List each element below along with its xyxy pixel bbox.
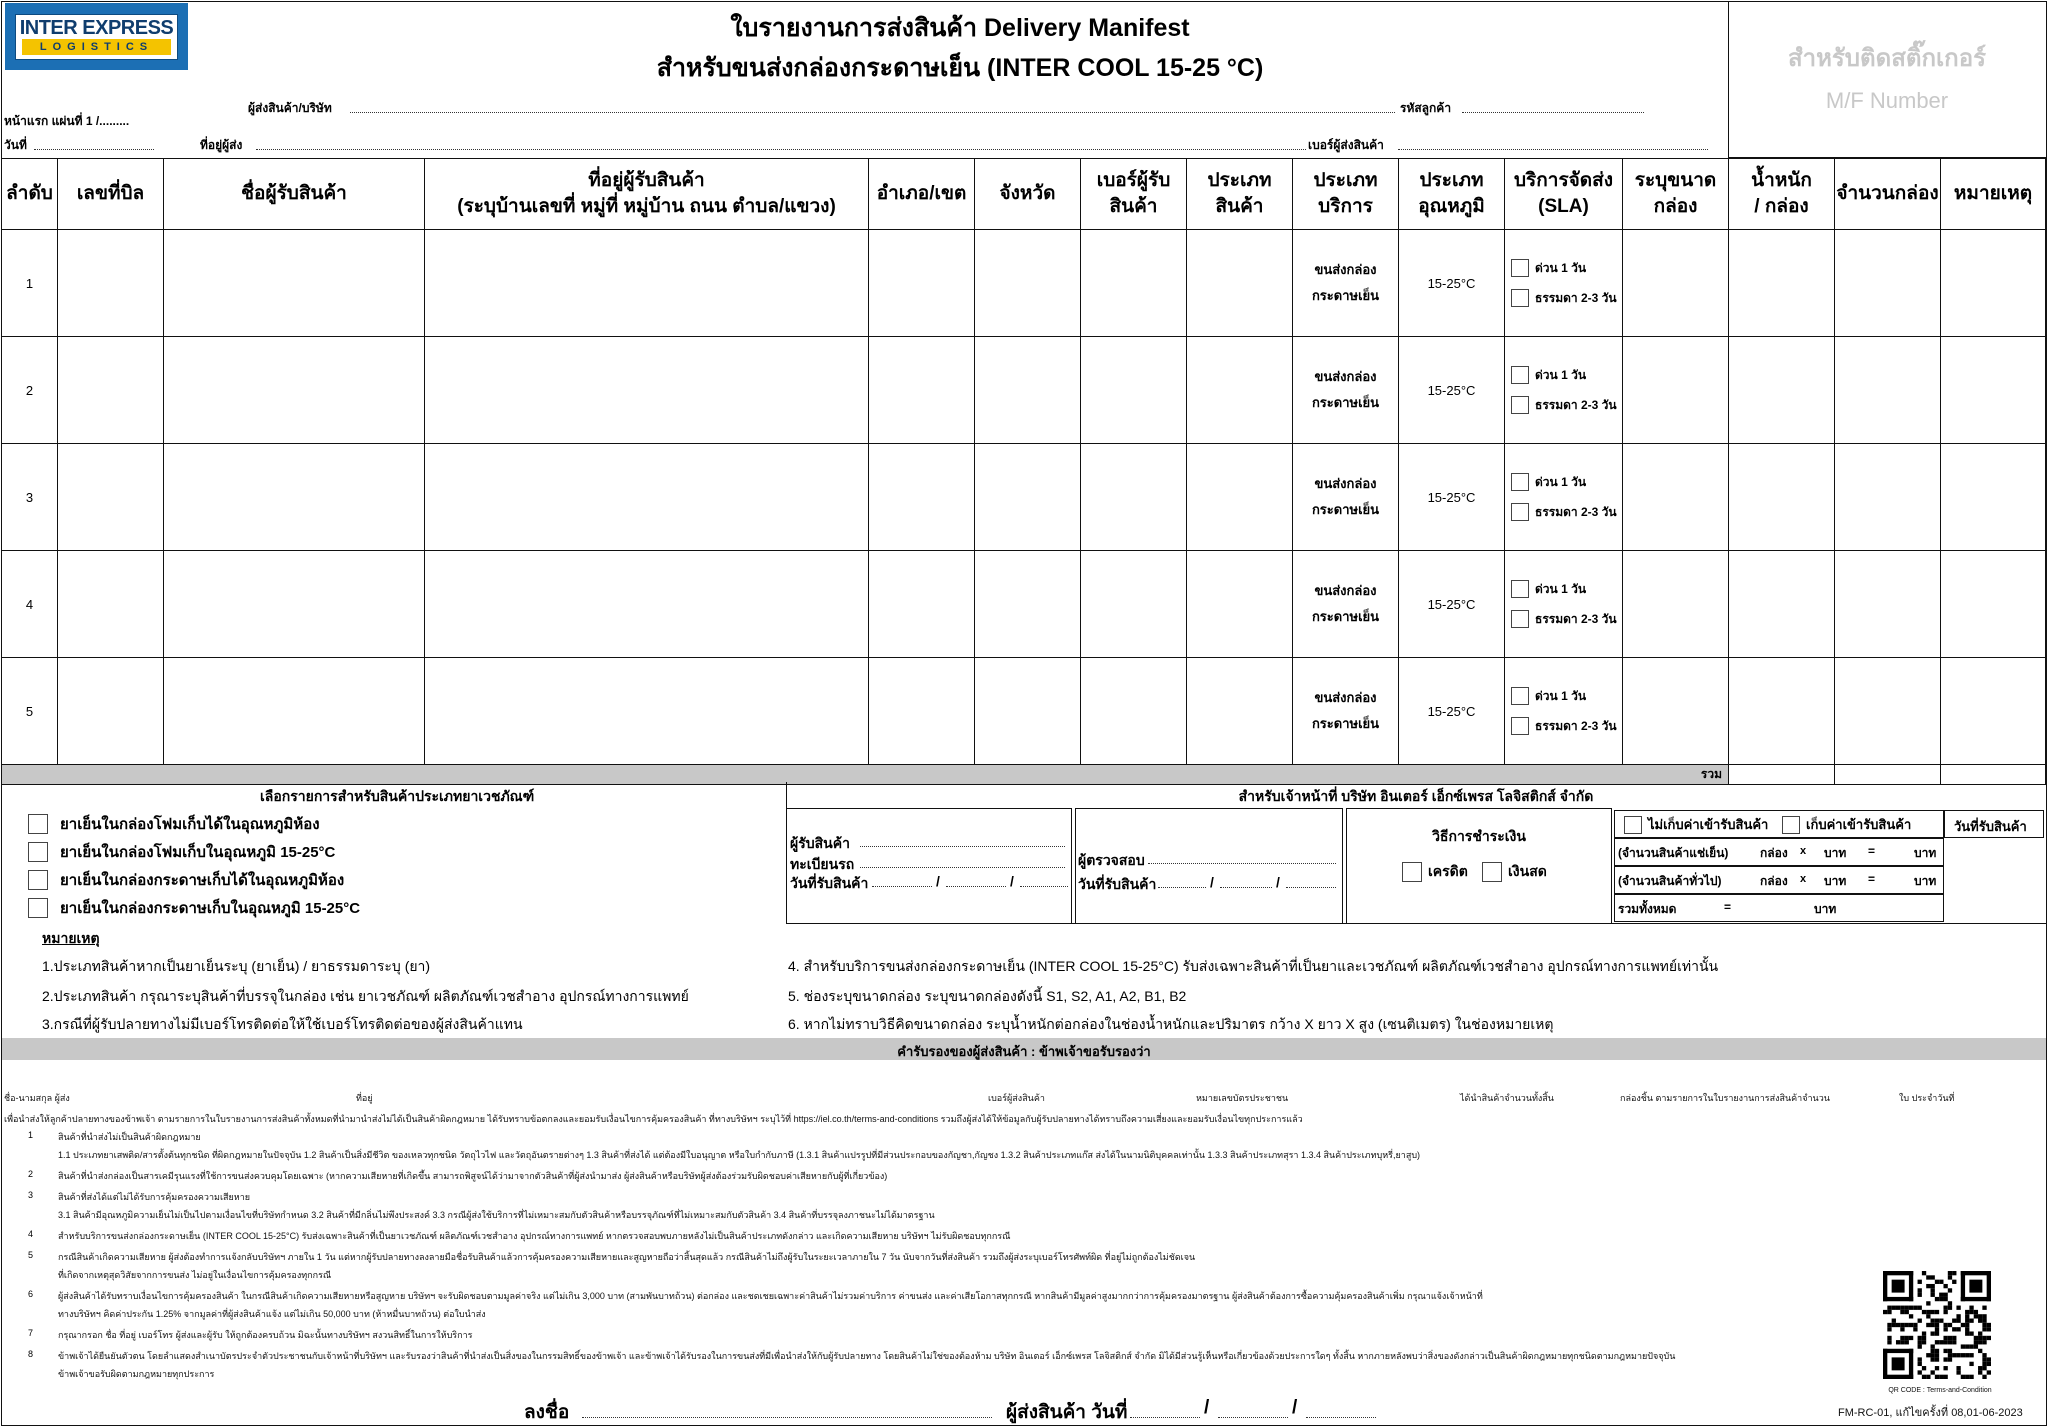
certification-item-line: ทางบริษัทฯ คิดค่าประกัน 1.25% จากมูลค่าที่ผู้ส่งสินค้าแจ้ง แต่ไม่เกิน 50,000 บาท (ห้าหมื่นบาทถ้วน) ต่อใบนำส่ง	[58, 1309, 486, 1319]
certification-item-line: 1.1 ประเภทยาเสพติด/สารตั้งต้นทุกชนิด ที่ผิดกฎหมายในปัจจุบัน 1.2 สินค้าเป็นสิ่งมีชีวิต ของเหลวทุกชนิด วัตถุไวไฟ และวัตถุอันตรายต่างๆ 1.3 สินค้าที่ส่งได้ แต่ต้องมีใบอนุญาต หรือใบกำกับภาษี (1.3.1 สินค้าแปรรูปที่มีส่วนประกอบของกัญชา,กัญชง 1.3.2 สินค้าประเภทแก๊ส ส่งได้ในนามนิติบุคคลเท่านั้น 1.3.3 สินค้าประเภทสุรา 1.3.4 สินค้าประเภทบุหรี่,ยาสูบ)	[58, 1150, 1421, 1160]
remark-2: 2.ประเภทสินค้า กรุณาระบุสินค้าที่บรรจุในกล่อง เช่น ยาเวชภัณฑ์ ผลิตภัณฑ์เวชสำอาง อุปกรณ์ทางการแพทย์	[42, 988, 689, 1004]
remark-3: 3.กรณีที่ผู้รับปลายทางไม่มีเบอร์โทรติดต่อให้ใช้เบอร์โทรติดต่อของผู้ส่งสินค้าแทน	[42, 1016, 523, 1032]
table-row	[2, 658, 2046, 765]
table-row	[2, 230, 2046, 337]
column-header-line1: น้ำหนัก	[1751, 170, 1812, 191]
certification-item-line: กรณีสินค้าเกิดความเสียหาย ผู้ส่งต้องทำการแจ้งกลับบริษัทฯ ภายใน 1 วัน แต่หากผู้รับปลายทางลงลายมือชื่อรับสินค้าแล้วการคุ้มครองความเสียหายและสูญหายถือว่าสิ้นสุดแล้ว กรณีสินค้าไม่ถึงผู้รับในระยะเวลาภายใน 7 วัน นับจากวันที่ส่งสินค้า รวมถึงผู้ส่งระบุเบอร์โทรศัพท์ผิด ที่อยู่ไม่ถูกต้องไม่ชัดเจน	[58, 1252, 1196, 1262]
table-cell[interactable]	[1941, 444, 2046, 551]
certification-item-line: กรุณากรอก ชื่อ ที่อยู่ เบอร์โทร ผู้ส่งและผู้รับ ให้ถูกต้องครบถ้วน มิฉะนั้นทางบริษัทฯ สงวนสิทธิ์ในการให้บริการ	[58, 1330, 473, 1340]
equals-sign: =	[1868, 872, 1876, 886]
table-cell[interactable]	[425, 337, 869, 444]
sla-option-label: ด่วน 1 วัน	[1535, 260, 1587, 275]
column-header	[1623, 159, 1729, 230]
column-header-line1: ประเภท	[1419, 170, 1484, 191]
column-header-line1: ลำดับ	[6, 183, 53, 204]
sla-option-label: ธรรมดา 2-3 วัน	[1535, 504, 1617, 519]
column-header	[869, 159, 975, 230]
baht-unit: บาท	[1914, 874, 1937, 888]
sla-option[interactable]	[1511, 283, 1622, 313]
checkbox[interactable]	[1511, 473, 1529, 491]
temperature: 15-25°C	[1399, 658, 1505, 765]
table-cell[interactable]	[58, 551, 164, 658]
qr-caption: QR CODE : Terms-and-Condition	[1888, 1387, 1992, 1394]
table-cell[interactable]	[869, 230, 975, 337]
certification-item-line: สินค้าที่นำส่งไม่เป็นสินค้าผิดกฎหมาย	[58, 1132, 201, 1142]
certification-item-line: สำหรับบริการขนส่งกล่องกระดาษเย็น (INTER COOL 15-25°C) รับส่งเฉพาะสินค้าที่เป็นยาเวชภัณฑ์ ผลิตภัณฑ์เวชสำอาง อุปกรณ์ทางการแพทย์ หากตรวจสอบพบภายหลังไม่เป็นสินค้าประเภทดังกล่าว และเกิดความเสียหาย บริษัทฯ ไม่รับผิดชอบทุกกรณี	[58, 1231, 1011, 1241]
table-cell[interactable]	[869, 658, 975, 765]
table-cell[interactable]	[1623, 230, 1729, 337]
table-cell[interactable]	[1941, 337, 2046, 444]
sla-options	[1505, 444, 1623, 551]
table-cell[interactable]	[1941, 230, 2046, 337]
receiver-label: ผู้รับสินค้า	[790, 835, 850, 851]
table-cell[interactable]	[1729, 444, 1835, 551]
sender-phone-field[interactable]	[1398, 137, 1708, 150]
no-pickup-fee-label: ไม่เก็บค่าเข้ารับสินค้า	[1648, 817, 1769, 832]
sticker-area	[1728, 1, 2046, 158]
column-header-line1: จำนวนกล่อง	[1836, 183, 1939, 204]
sla-option[interactable]	[1511, 711, 1622, 741]
checkbox[interactable]	[28, 814, 48, 834]
manifest-table	[1, 158, 2046, 785]
form-code: FM-RC-01, แก้ไขครั้งที่ 08,01-06-2023	[1838, 1407, 2023, 1419]
registration-field[interactable]	[860, 855, 1065, 868]
checkbox[interactable]	[1511, 259, 1529, 277]
service-type-line: กระดาษเย็น	[1311, 502, 1380, 517]
column-header-line2: สินค้า	[1215, 196, 1264, 217]
receive-date-month-field[interactable]	[946, 874, 1006, 887]
baht-unit: บาท	[1824, 874, 1847, 888]
certification-title: คำรับรองของผู้ส่งสินค้า : ข้าพเจ้าขอรับรองว่า	[897, 1044, 1151, 1059]
receiver-field[interactable]	[860, 834, 1065, 847]
sla-options	[1505, 658, 1623, 765]
receive-date2-label: วันที่รับสินค้า	[1078, 876, 1157, 892]
date-label: วันที่	[4, 138, 27, 152]
sla-option-label: ธรรมดา 2-3 วัน	[1535, 290, 1617, 305]
service-type-line: ขนส่งกล่อง	[1314, 583, 1377, 598]
table-cell[interactable]	[975, 551, 1081, 658]
registration-label: ทะเบียนรถ	[790, 856, 855, 872]
table-cell[interactable]	[1941, 551, 2046, 658]
checkbox[interactable]	[28, 842, 48, 862]
certification-item-number: 3	[28, 1190, 34, 1200]
checkbox[interactable]	[28, 870, 48, 890]
sla-option-label: ธรรมดา 2-3 วัน	[1535, 397, 1617, 412]
table-cell[interactable]	[1729, 551, 1835, 658]
row-number: 1	[2, 230, 58, 337]
table-cell[interactable]	[1729, 658, 1835, 765]
sla-options	[1505, 337, 1623, 444]
table-cell[interactable]	[1941, 658, 2046, 765]
table-cell[interactable]	[164, 337, 425, 444]
certification-item-line: ที่เกิดจากเหตุสุดวิสัยจากการขนส่ง ไม่อยู่ในเงื่อนไขการคุ้มครองทุกกรณี	[58, 1270, 332, 1280]
sla-option[interactable]	[1511, 497, 1622, 527]
service-type-line: ขนส่งกล่อง	[1314, 262, 1377, 277]
service-type	[1293, 337, 1399, 444]
sender-address-label: ที่อยู่ผู้ส่ง	[200, 138, 243, 152]
checkbox[interactable]	[1511, 717, 1529, 735]
certification-item-number: 2	[28, 1169, 34, 1179]
table-row	[2, 551, 2046, 658]
page-title: ใบรายงานการส่งสินค้า Delivery Manifest	[730, 14, 1190, 42]
service-type-line: ขนส่งกล่อง	[1314, 369, 1377, 384]
baht-unit: บาท	[1824, 846, 1847, 860]
checkbox[interactable]	[1782, 816, 1800, 834]
service-type	[1293, 444, 1399, 551]
fee-box	[1614, 810, 2044, 924]
table-cell[interactable]	[1081, 230, 1187, 337]
column-header	[58, 159, 164, 230]
column-header-line1: ที่อยู่ผู้รับสินค้า	[588, 170, 705, 191]
column-header-line1: อำเภอ/เขต	[876, 183, 967, 204]
payment-credit-option[interactable]	[1402, 861, 1468, 883]
table-cell[interactable]	[1187, 658, 1293, 765]
temperature: 15-25°C	[1399, 230, 1505, 337]
sla-options	[1505, 230, 1623, 337]
checkbox[interactable]	[1511, 366, 1529, 384]
temperature: 15-25°C	[1399, 551, 1505, 658]
service-type	[1293, 551, 1399, 658]
table-cell[interactable]	[425, 658, 869, 765]
row-number: 4	[2, 551, 58, 658]
column-header-line1: ประเภท	[1313, 170, 1378, 191]
signature-field[interactable]	[582, 1405, 992, 1418]
service-type-line: กระดาษเย็น	[1311, 716, 1380, 731]
table-cell[interactable]	[164, 230, 425, 337]
column-header	[1835, 159, 1941, 230]
sla-option[interactable]	[1511, 390, 1622, 420]
box-unit: กล่อง	[1760, 846, 1788, 860]
table-cell[interactable]	[869, 444, 975, 551]
service-type-line: ขนส่งกล่อง	[1314, 476, 1377, 491]
certification-item-line: 3.1 สินค้ามีอุณหภูมิความเย็นไม่เป็นไปตามเงื่อนไขที่บริษัทกำหนด 3.2 สินค้าที่มีกลิ่นไม่พึงประสงค์ 3.3 กรณีผู้ส่งใช้บริการที่ไม่เหมาะสมกับตัวสินค้าหรือบรรจุภัณฑ์ที่ไม่เหมาะสมกับตัวสินค้า 3.4 สินค้าที่บรรจุลงภาชนะไม่ได้มาตรฐาน	[58, 1210, 935, 1220]
certification-field-label: ที่อยู่	[356, 1093, 373, 1103]
row-number: 5	[2, 658, 58, 765]
sla-options	[1505, 551, 1623, 658]
no-pickup-fee-option[interactable]	[1624, 814, 1768, 835]
sla-option[interactable]	[1511, 253, 1622, 283]
sla-option-label: ด่วน 1 วัน	[1535, 474, 1587, 489]
sla-option-label: ธรรมดา 2-3 วัน	[1535, 611, 1617, 626]
certification-item-line: ข้าพเจ้าได้ยืนยันตัวตน โดยลำแสดงสำเนาบัตรประจำตัวประชาชนกับเจ้าหน้าที่บริษัทฯ และรับรองว่าสินค้าที่นำส่งเป็นสิ่งของในกรรมสิทธิ์ของข้าพเจ้า และข้าพเจ้าได้รับรองในการขนส่งที่มีเพื่อนำส่งให้กับผู้รับปลายทาง โดยสินค้าไม่ใช่ของต้องห้าม บริษัท อินเตอร์ เอ็กซ์เพรส โลจิสติกส์ จำกัด มิได้มีส่วนรู้เห็นหรือเกี่ยวข้องด้วยประการใดๆ ทั้งสิ้น หากภายหลังพบว่าสิ่งของดังกล่าวเป็นสินค้าผิดกฎหมายทุกชนิดตามกฎหมายปัจจุบัน	[58, 1351, 1676, 1361]
sla-option[interactable]	[1511, 360, 1622, 390]
table-cell[interactable]	[975, 444, 1081, 551]
service-type-line: กระดาษเย็น	[1311, 288, 1380, 303]
row-number: 2	[2, 337, 58, 444]
table-cell[interactable]	[164, 444, 425, 551]
column-header-line2: กล่อง	[1653, 196, 1698, 217]
sla-option-label: ด่วน 1 วัน	[1535, 367, 1587, 382]
sign-label: ลงชื่อ	[524, 1402, 570, 1423]
sla-option[interactable]	[1511, 604, 1622, 634]
column-header-line1: เลขที่บิล	[76, 183, 145, 204]
checker-label: ผู้ตรวจสอบ	[1078, 852, 1145, 868]
receive-date2-year-field[interactable]	[1286, 875, 1336, 888]
sla-option[interactable]	[1511, 467, 1622, 497]
table-header-row	[2, 159, 2046, 230]
general-items-label: (จำนวนสินค้าทั่วไป)	[1618, 874, 1722, 888]
table-cell[interactable]	[1081, 337, 1187, 444]
table-cell[interactable]	[1081, 658, 1187, 765]
sender-date-label: ผู้ส่งสินค้า วันที่	[1006, 1402, 1128, 1423]
times-sign: x	[1800, 845, 1807, 857]
sender-phone-label: เบอร์ผู้ส่งสินค้า	[1308, 138, 1384, 152]
pharma-options	[28, 810, 360, 922]
service-type	[1293, 230, 1399, 337]
company-logo	[5, 3, 188, 70]
table-cell[interactable]	[1187, 444, 1293, 551]
page-subtitle: สำหรับขนส่งกล่องกระดาษเย็น (INTER COOL 15-25 °C)	[656, 54, 1264, 82]
pharma-option[interactable]	[28, 894, 360, 922]
checker-field[interactable]	[1148, 851, 1336, 864]
checkbox[interactable]	[1511, 687, 1529, 705]
pickup-fee-option[interactable]	[1782, 814, 1911, 835]
certification-field-label: เบอร์ผู้ส่งสินค้า	[988, 1093, 1045, 1103]
option-label: ยาเย็นในกล่องโฟมเก็บได้ในอุณหภูมิห้อง	[60, 816, 320, 833]
column-header	[1081, 159, 1187, 230]
checkbox[interactable]	[1511, 289, 1529, 307]
column-header	[1187, 159, 1293, 230]
baht-unit: บาท	[1914, 846, 1937, 860]
column-header-line1: จังหวัด	[999, 183, 1056, 204]
service-type-line: ขนส่งกล่อง	[1314, 690, 1377, 705]
table-cell[interactable]	[164, 551, 425, 658]
column-header	[425, 159, 869, 230]
option-label: ยาเย็นในกล่องกระดาษเก็บในอุณหภูมิ 15-25°C	[60, 900, 361, 917]
service-type-line: กระดาษเย็น	[1311, 609, 1380, 624]
service-type-line: กระดาษเย็น	[1311, 395, 1380, 410]
sender-label: ผู้ส่งสินค้า/บริษัท	[248, 101, 332, 115]
receive-date2-month-field[interactable]	[1220, 875, 1272, 888]
row-number: 3	[2, 444, 58, 551]
remark-4: 4. สำหรับบริการขนส่งกล่องกระดาษเย็น (INTER COOL 15-25°C) รับส่งเฉพาะสินค้าที่เป็นยาและเวชภัณฑ์ ผลิตภัณฑ์เวชสำอาง อุปกรณ์ทางการแพทย์เท่านั้น	[788, 958, 1719, 974]
sign-date-month-field[interactable]	[1218, 1405, 1288, 1418]
customer-code-field[interactable]	[1462, 100, 1644, 113]
date-slash: /	[1292, 1397, 1298, 1418]
total-label: รวมทั้งหมด	[1618, 902, 1677, 916]
column-header	[1729, 159, 1835, 230]
receive-date2-day-field[interactable]	[1158, 875, 1206, 888]
sticker-label: สำหรับติดสติ๊กเกอร์	[1787, 45, 1987, 72]
table-row	[2, 337, 2046, 444]
pharma-option[interactable]	[28, 810, 360, 838]
table-cell[interactable]	[164, 658, 425, 765]
column-header	[975, 159, 1081, 230]
sign-date-year-field[interactable]	[1306, 1405, 1376, 1418]
column-header-line2: อุณหภูมิ	[1418, 196, 1485, 217]
certification-fields	[4, 1091, 2044, 1105]
checkbox[interactable]	[28, 898, 48, 918]
table-cell[interactable]	[1729, 337, 1835, 444]
table-cell[interactable]	[1187, 337, 1293, 444]
sla-option-label: ธรรมดา 2-3 วัน	[1535, 718, 1617, 733]
table-cell[interactable]	[1187, 551, 1293, 658]
option-label: ยาเย็นในกล่องโฟมเก็บในอุณหภูมิ 15-25°C	[60, 844, 336, 861]
certification-item-line: ข้าพเจ้าขอรับผิดตามกฎหมายทุกประการ	[58, 1369, 215, 1379]
table-cell[interactable]	[1081, 444, 1187, 551]
cold-items-label: (จำนวนสินค้าแช่เย็น)	[1618, 846, 1729, 860]
column-header-line1: บริการจัดส่ง	[1514, 170, 1613, 191]
table-row	[2, 444, 2046, 551]
table-cell[interactable]	[58, 658, 164, 765]
column-header	[1399, 159, 1505, 230]
remark-6: 6. หากไม่ทราบวิธีคิดขนาดกล่อง ระบุน้ำหนักต่อกล่องในช่องน้ำหนักและปริมาตร กว้าง X ยาว X สูง (เซนติเมตร) ในช่องหมายเหตุ	[788, 1016, 1554, 1032]
pharma-title: เลือกรายการสำหรับสินค้าประเภทยาเวชภัณฑ์	[260, 788, 535, 804]
certification-intro: เพื่อนำส่งให้ลูกค้าปลายทางของข้าพเจ้า ตามรายการในใบรายงานการส่งสินค้าทั้งหมดที่นำมานำส่งไม่ได้เป็นสินค้าผิดกฎหมาย ได้รับทราบข้อตกลงและยอมรับเงื่อนไขการคุ้มครองสินค้า ที่ทางบริษัทฯ ระบุไว้ที่ https://iel.co.th/terms-and-conditions รวมถึงผู้ส่งได้ให้ข้อมูลกับผู้รับปลายทางได้ทราบถึงความเสี่ยงและยอมรับเงื่อนไขทุกประการแล้ว	[4, 1114, 1303, 1124]
receive-date-day-field[interactable]	[872, 874, 932, 887]
table-cell[interactable]	[975, 658, 1081, 765]
sla-option[interactable]	[1511, 574, 1622, 604]
sla-option-label: ด่วน 1 วัน	[1535, 581, 1587, 596]
date-slash: /	[1210, 874, 1214, 890]
certification-field-label: ใบ ประจำวันที่	[1899, 1093, 1955, 1103]
table-cell[interactable]	[58, 230, 164, 337]
column-header-line2: (ระบุบ้านเลขที่ หมู่ที่ หมู่บ้าน ถนน ตำบล/แขวง)	[457, 196, 836, 217]
sign-date-day-field[interactable]	[1130, 1405, 1200, 1418]
date-slash: /	[1276, 874, 1280, 890]
column-header-line1: หมายเหตุ	[1953, 183, 2033, 204]
column-header-line1: ชื่อผู้รับสินค้า	[241, 183, 347, 204]
certification-field-label: กล่องชิ้น ตามรายการในใบรายงานการส่งสินค้าจำนวน	[1620, 1093, 1830, 1103]
table-cell[interactable]	[425, 551, 869, 658]
certification-item-line: ผู้ส่งสินค้าได้รับทราบเงื่อนไขการคุ้มครองสินค้า ในกรณีสินค้าเกิดความเสียหายหรือสูญหาย บริษัทฯ จะรับผิดชอบตามมูลค่าจริง แต่ไม่เกิน 3,000 บาท (สามพันบาทถ้วน) ต่อกล่อง และชดเชยเฉพาะค่าสินค้าไม่รวมค่าบริการ ค่าขนส่ง และค่าเสียโอกาสทุกกรณี หากสินค้ามีมูลค่าสูงมากกว่าการคุ้มครองมาตรฐาน ผู้ส่งสินค้าต้องการซื้อความคุ้มครองสินค้าเพิ่ม กรุณาแจ้งเจ้าหน้าที่	[58, 1291, 1483, 1301]
table-cell[interactable]	[1835, 230, 1941, 337]
cash-label: เงินสด	[1508, 863, 1547, 879]
certification-item-number: 8	[28, 1349, 34, 1359]
certification-field-label: ชื่อ-นามสกุล ผู้ส่ง	[4, 1093, 70, 1103]
page-number-label: หน้าแรก แผ่นที่ 1 /.........	[4, 114, 130, 128]
times-sign: x	[1800, 873, 1807, 885]
certification-item-line: สินค้าที่ส่งได้แต่ไม่ได้รับการคุ้มครองความเสียหาย	[58, 1192, 251, 1202]
table-cell[interactable]	[1729, 230, 1835, 337]
date-slash: /	[1010, 873, 1014, 889]
remark-5: 5. ช่องระบุขนาดกล่อง ระบุขนาดกล่องดังนี้ S1, S2, A1, A2, B1, B2	[788, 988, 1187, 1004]
table-cell[interactable]	[1623, 337, 1729, 444]
certification-item-number: 4	[28, 1229, 34, 1239]
service-type	[1293, 658, 1399, 765]
certification-item-number: 7	[28, 1328, 34, 1338]
table-cell[interactable]	[1623, 658, 1729, 765]
payment-cash-option[interactable]	[1482, 861, 1547, 883]
table-cell[interactable]	[425, 444, 869, 551]
staff-title: สำหรับเจ้าหน้าที่ บริษัท อินเตอร์ เอ็กซ์เพรส โลจิสติกส์ จำกัด	[1238, 788, 1594, 804]
table-cell[interactable]	[1623, 551, 1729, 658]
table-cell[interactable]	[1835, 337, 1941, 444]
certification-item-number: 6	[28, 1289, 34, 1299]
temperature: 15-25°C	[1399, 337, 1505, 444]
qr-code	[1876, 1271, 1998, 1379]
table-cell[interactable]	[975, 230, 1081, 337]
date-field[interactable]	[34, 137, 154, 150]
certification-field-label: หมายเลขบัตรประชาชน	[1196, 1093, 1289, 1103]
certification-item-line: สินค้าที่นำส่งกล่องเป็นสารเคมีรุนแรงที่ใช้การขนส่งควบคุมโดยเฉพาะ (หากความเสียหายที่เกิดขึ้น สามารถพิสูจน์ได้ว่ามาจากตัวสินค้าที่ผู้ส่งนำมาส่ง ผู้ส่งสินค้าหรือบริษัทผู้ส่งต้องร่วมรับผิดชอบค่าเสียหายกับผู้ที่เกี่ยวข้อง)	[58, 1171, 888, 1181]
customer-code-label: รหัสลูกค้า	[1400, 101, 1452, 115]
table-cell[interactable]	[1835, 658, 1941, 765]
column-header-line1: ระบุขนาด	[1634, 170, 1717, 191]
remark-1: 1.ประเภทสินค้าหากเป็นยาเย็นระบุ (ยาเย็น) / ยาธรรมดาระบุ (ยา)	[42, 958, 431, 974]
table-cell[interactable]	[1623, 444, 1729, 551]
receive-date-year-field[interactable]	[1020, 874, 1068, 887]
column-header-line2: บริการ	[1318, 196, 1373, 217]
pickup-fee-label: เก็บค่าเข้ารับสินค้า	[1806, 817, 1912, 832]
table-cell[interactable]	[1081, 551, 1187, 658]
sender-address-field[interactable]	[256, 137, 1306, 150]
table-cell[interactable]	[425, 230, 869, 337]
column-header	[1505, 159, 1623, 230]
table-cell[interactable]	[1187, 230, 1293, 337]
table-cell[interactable]	[1835, 444, 1941, 551]
temperature: 15-25°C	[1399, 444, 1505, 551]
sla-option-label: ด่วน 1 วัน	[1535, 688, 1587, 703]
certification-item-number: 1	[28, 1130, 34, 1140]
certification-item-number: 5	[28, 1250, 34, 1260]
column-header	[1941, 159, 2046, 230]
checkbox[interactable]	[1624, 816, 1642, 834]
checkbox[interactable]	[1511, 503, 1529, 521]
sla-option[interactable]	[1511, 681, 1622, 711]
column-header-line1: ประเภท	[1207, 170, 1272, 191]
date-slash: /	[936, 873, 940, 889]
table-cell[interactable]	[1835, 551, 1941, 658]
payment-title: วิธีการชำระเงิน	[1432, 828, 1526, 844]
baht-unit: บาท	[1814, 902, 1837, 916]
checkbox[interactable]	[1482, 862, 1502, 882]
table-cell[interactable]	[58, 337, 164, 444]
equals-sign: =	[1724, 900, 1732, 914]
table-cell[interactable]	[869, 337, 975, 444]
pharma-option[interactable]	[28, 866, 360, 894]
certification-field-label: ได้นำสินค้าจำนวนทั้งสิ้น	[1460, 1093, 1554, 1103]
column-header-line2: / กล่อง	[1754, 196, 1809, 217]
checkbox[interactable]	[1511, 610, 1529, 628]
receive-date-label: วันที่รับสินค้า	[790, 875, 869, 891]
pharma-option[interactable]	[28, 838, 360, 866]
sum-label: รวม	[2, 765, 1729, 785]
checkbox[interactable]	[1511, 396, 1529, 414]
pickup-date-label: วันที่รับสินค้า	[1954, 819, 2027, 834]
column-header	[164, 159, 425, 230]
credit-label: เครดิต	[1428, 863, 1468, 879]
mf-number-label: M/F Number	[1825, 88, 1949, 113]
sender-field[interactable]	[350, 100, 1395, 113]
option-label: ยาเย็นในกล่องกระดาษเก็บได้ในอุณหภูมิห้อง	[60, 872, 345, 889]
column-header	[2, 159, 58, 230]
equals-sign: =	[1868, 844, 1876, 858]
checkbox[interactable]	[1511, 580, 1529, 598]
column-header	[1293, 159, 1399, 230]
table-cell[interactable]	[869, 551, 975, 658]
table-cell[interactable]	[975, 337, 1081, 444]
logo-bottom-text: LOGISTICS	[22, 39, 171, 55]
checkbox[interactable]	[1402, 862, 1422, 882]
remarks-title: หมายเหตุ	[42, 930, 100, 946]
logo-top-text: INTER EXPRESS	[19, 17, 174, 39]
box-unit: กล่อง	[1760, 874, 1788, 888]
column-header-line2: (SLA)	[1538, 196, 1589, 217]
column-header-line1: เบอร์ผู้รับสินค้า	[1096, 170, 1171, 217]
date-slash: /	[1204, 1397, 1210, 1418]
table-cell[interactable]	[58, 444, 164, 551]
